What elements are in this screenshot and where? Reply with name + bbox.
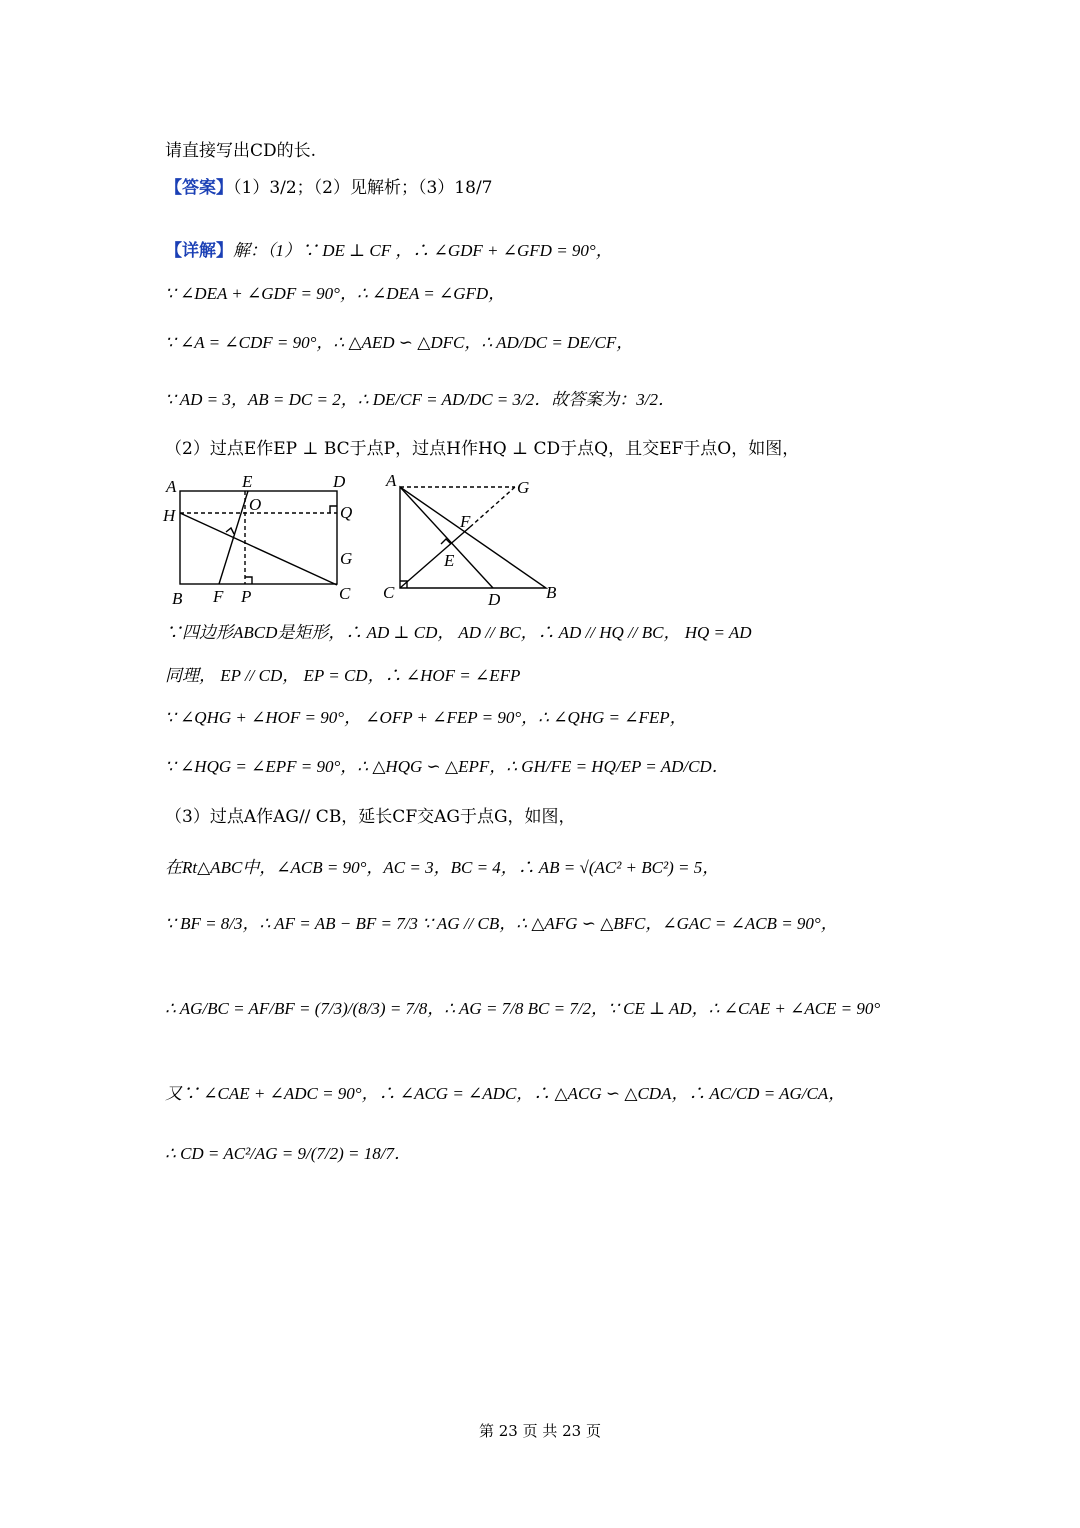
label-a2: A: [386, 471, 397, 490]
detail-line-3: ∵ ∠A = ∠CDF = 90°，∴ △AED ∽ △DFC，∴ AD/DC = DE/CF，: [165, 333, 634, 352]
label-d2: D: [488, 590, 501, 609]
segment-ad: [400, 487, 493, 588]
detail-line-12: ∵ BF = 8/3，∴ AF = AB − BF = 7/3 ∵ AG // CB，∴ △AFG ∽ △BFC，∠GAC = ∠ACB = 90°，: [165, 914, 838, 933]
label-g1: G: [340, 549, 353, 568]
label-d1: D: [333, 472, 346, 491]
label-h1: H: [163, 506, 176, 525]
detail-line-9: ∵ ∠HQG = ∠EPF = 90°，∴ △HQG ∽ △EPF，∴ GH/FE = HQ/EP = AD/CD．: [165, 757, 729, 776]
detail-line-5: （2）过点E作EP ⊥ BC于点P，过点H作HQ ⊥ CD于点Q，且交EF于点O，如图，: [165, 439, 800, 459]
segment-cf: [400, 527, 470, 588]
detail-tag: 【详解】: [165, 241, 233, 261]
right-angle-mark-p: [245, 577, 252, 584]
label-e1: E: [242, 472, 253, 491]
label-c2: C: [383, 583, 395, 602]
detail-line-10: （3）过点A作AG// CB，延长CF交AG于点G，如图，: [165, 807, 576, 827]
detail-line-13: ∴ AG/BC = AF/BF = (7/3)/(8/3) = 7/8，∴ AG = 7/8 BC = 7/2，∵ CE ⊥ AD，∴ ∠CAE + ∠ACE = 90°: [165, 999, 881, 1018]
right-angle-mark-o: [226, 528, 234, 534]
detail-line-6: ∵四边形ABCD是矩形，∴ AD ⊥ CD， AD // BC，∴ AD // HQ // BC， HQ = AD: [165, 623, 752, 642]
label-f1: F: [213, 587, 224, 606]
figure-triangle: [400, 487, 546, 588]
segment-fg: [470, 487, 515, 527]
answer-line: [165, 180, 492, 197]
answer-text: （1）3/2；（2）见解析；（3）18/7: [233, 178, 493, 198]
geometry-figures: [155, 468, 555, 613]
label-b1: B: [172, 589, 183, 608]
label-e2: E: [444, 551, 455, 570]
label-a1: A: [166, 477, 177, 496]
label-f2: F: [460, 512, 471, 531]
detail-line-14: 又∵ ∠CAE + ∠ADC = 90°，∴ ∠ACG = ∠ADC，∴ △ACG ∽ △CDA，∴ AC/CD = AG/CA，: [165, 1084, 846, 1103]
label-o1: O: [249, 495, 262, 514]
detail-line-8: ∵ ∠QHG + ∠HOF = 90°， ∠OFP + ∠FEP = 90°，∴ ∠QHG = ∠FEP，: [165, 708, 687, 727]
detail-line-1: [165, 242, 613, 260]
label-b2: B: [546, 583, 557, 602]
detail-text-1: 解：（1）∵ DE ⊥ CF ，∴ ∠GDF + ∠GFD = 90°，: [233, 241, 613, 260]
detail-line-4: ∵ AD = 3，AB = DC = 2，∴ DE/CF = AD/DC = 3/2．故答案为：3/2．: [165, 390, 675, 409]
triangle-abc: [400, 487, 546, 588]
label-p1: P: [241, 587, 252, 606]
label-q1: Q: [340, 503, 353, 522]
label-g2: G: [517, 478, 530, 497]
detail-line-11: 在Rt△ABC中，∠ACB = 90°，AC = 3，BC = 4，∴ AB = √(AC² + BC²) = 5，: [165, 858, 720, 877]
label-c1: C: [339, 584, 351, 603]
page-footer: 第 23 页 共 23 页: [478, 1422, 601, 1440]
segment-hg: [180, 513, 337, 585]
right-angle-mark-q: [330, 506, 337, 513]
answer-tag: 【答案】: [165, 178, 233, 198]
detail-line-2: ∵ ∠DEA + ∠GDF = 90°，∴ ∠DEA = ∠GFD，: [165, 284, 506, 303]
detail-line-15: ∴ CD = AC²/AG = 9/(7/2) = 18/7．: [165, 1144, 411, 1163]
figure-rectangle-labels: [162, 472, 352, 608]
question-tail: 请直接写出CD的长.: [165, 141, 317, 161]
detail-line-7: 同理， EP // CD， EP = CD，∴ ∠HOF = ∠EFP: [165, 666, 521, 685]
